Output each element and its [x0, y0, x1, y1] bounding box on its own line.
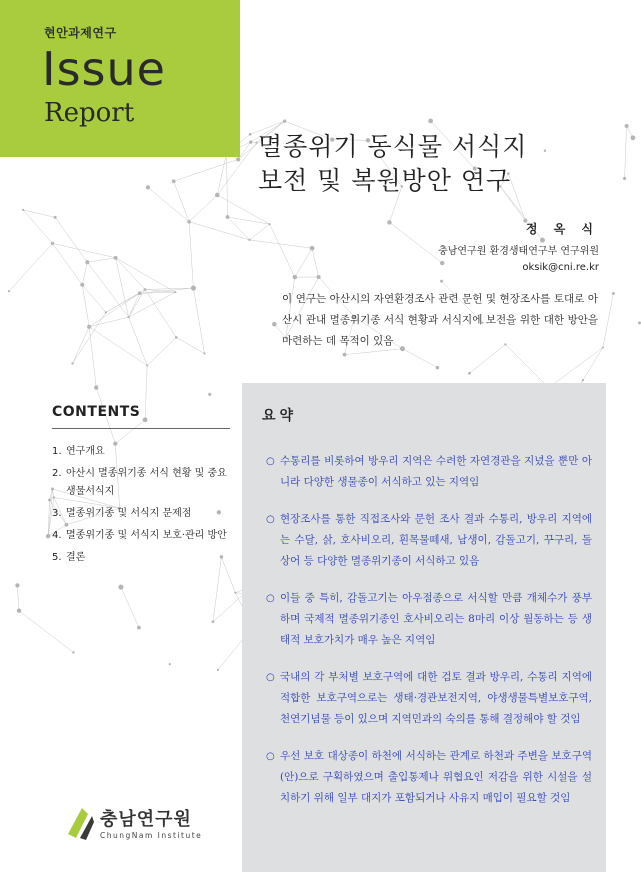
contents-item [52, 549, 237, 567]
network-node [215, 193, 220, 198]
series-label: 현안과제연구 [44, 26, 117, 40]
network-node [625, 124, 629, 128]
network-node [440, 280, 443, 283]
network-node [191, 285, 196, 290]
summary-heading: 요약 [262, 408, 298, 424]
network-node [48, 499, 51, 502]
network-node [72, 651, 74, 653]
network-line [193, 288, 204, 353]
network-node [138, 291, 142, 295]
network-node [428, 119, 433, 124]
network-node [226, 215, 230, 219]
chungnam-institute-logo [66, 804, 202, 844]
network-node [317, 275, 321, 279]
network-node [127, 316, 129, 318]
network-line [174, 159, 239, 181]
network-node [234, 592, 236, 594]
network-line [270, 224, 295, 277]
summary-item-text: 국내의 각 부처별 보호구역에 대한 검토 결과 방우리, 수통리 지역에 적합한 보호구역으로는 생태·경관보전지역, 야생생물특별보호구역, 천연기념물 등이 있으며 지역민과의 숙의를 통해 결정해야 할 것임 [280, 671, 592, 725]
network-node [144, 288, 147, 291]
summary-item [266, 746, 592, 809]
institute-emblem-icon [66, 804, 96, 844]
contents-list [52, 443, 237, 567]
network-node [436, 366, 439, 369]
network-node [172, 179, 176, 183]
contents-item-number: 2. [52, 468, 62, 479]
network-line [23, 210, 55, 217]
network-node [114, 256, 118, 260]
network-node [212, 620, 215, 623]
title-line-2: 보전 및 복원방안 연구 [258, 166, 512, 195]
network-line [82, 285, 106, 313]
summary-panel [242, 383, 606, 872]
network-node [602, 346, 604, 348]
network-line [82, 262, 87, 284]
network-line [147, 337, 176, 365]
network-node [387, 220, 391, 224]
network-line [89, 317, 128, 327]
network-node [631, 135, 636, 140]
network-node [269, 223, 271, 225]
issue-report-banner [0, 0, 240, 157]
network-line [129, 317, 148, 365]
network-node [236, 157, 240, 161]
network-line [116, 258, 176, 292]
network-node [94, 385, 98, 389]
contents-item [52, 505, 237, 523]
network-line [19, 611, 73, 653]
network-node [468, 372, 471, 375]
logo-english-name: ChungNam Institute [100, 830, 203, 840]
summary-item-text: 이들 중 특히, 감돌고기는 아우점종으로 서식할 만큼 개체수가 풍부하며 국제적 멸종위기종인 호사비오리는 8마리 이상 월동하는 등 생태적 보호가치가 매우 높은 지역임 [280, 592, 592, 646]
network-node [293, 275, 297, 279]
contents-item-number: 4. [52, 530, 62, 541]
network-node [87, 325, 91, 329]
summary-item-text: 현장조사를 통한 직접조사와 문헌 조사 결과 수통리, 방우리 지역에는 수달, 삵, 호사비오리, 흰목물떼새, 남생이, 감돌고기, 꾸구리, 돌상어 등 다양한 멸종위기종이 서식하고 있음 [280, 513, 592, 567]
network-line [82, 285, 89, 327]
contents-title: CONTENTS [52, 404, 141, 420]
network-node [46, 534, 51, 539]
network-node [283, 119, 286, 122]
author-email: oksik@cni.re.kr [522, 262, 599, 273]
logo-korean-name: 충남연구원 [100, 808, 192, 830]
network-node [175, 336, 178, 339]
network-line [17, 585, 19, 610]
network-line [250, 224, 270, 240]
network-line [73, 312, 106, 363]
network-node [54, 216, 57, 219]
network-node [612, 292, 615, 295]
network-node [118, 585, 123, 590]
circle-bullet-icon: ○ [266, 456, 275, 467]
network-line [603, 293, 614, 347]
network-node [169, 663, 171, 665]
network-node [248, 239, 250, 241]
network-node [146, 364, 148, 366]
network-line [145, 289, 175, 292]
network-node [22, 209, 24, 211]
contents-item [52, 443, 237, 461]
summary-item [266, 588, 592, 651]
network-line [176, 337, 204, 353]
circle-bullet-icon: ○ [266, 751, 275, 762]
network-node [85, 260, 89, 264]
contents-item-number: 1. [52, 446, 62, 457]
circle-bullet-icon: ○ [266, 514, 275, 525]
network-line [55, 217, 87, 262]
author-affiliation: 충남연구원 환경생태연구부 연구위원 [438, 246, 599, 257]
network-node [582, 379, 584, 381]
abstract-text: 이 연구는 아산시의 자연환경조사 관련 문헌 및 현장조사를 토대로 아산시 관내 멸종위기종 서식 현황과 서식지에 보전을 위한 대한 방안을 마련하는 데 목적이 있음 [282, 293, 598, 347]
network-line [583, 348, 603, 381]
network-node [187, 220, 191, 224]
network-line [52, 243, 115, 257]
summary-item [266, 667, 592, 730]
network-line [9, 243, 52, 291]
summary-item-text: 수통리를 비롯하여 방우리 지역은 수려한 자연경관을 지녔을 뿐만 아니라 다양한 생물종이 서식하고 있는 지역임 [280, 455, 592, 488]
title-line-1: 멸종위기 동식물 서식지 [258, 132, 528, 161]
network-line [549, 348, 603, 388]
contents-item-number: 5. [52, 552, 62, 563]
network-node [105, 311, 107, 313]
network-node [71, 362, 73, 364]
network-line [227, 153, 228, 217]
contents-item-text: 멸종위기종 및 서식지 문제점 [66, 508, 192, 519]
contents-panel [52, 404, 237, 571]
network-line [389, 222, 442, 263]
contents-item-text: 연구개요 [66, 446, 105, 457]
network-line [121, 587, 139, 627]
summary-item [266, 509, 592, 572]
circle-bullet-icon: ○ [266, 593, 275, 604]
network-line [295, 248, 312, 277]
contents-item [52, 527, 237, 545]
contents-item [52, 465, 237, 501]
network-node [15, 583, 19, 587]
network-node [343, 353, 347, 357]
network-node [208, 393, 211, 396]
network-line [189, 195, 217, 222]
contents-item-text: 아산시 멸종위기종 서식 현황 및 중요 생물서식지 [66, 468, 227, 497]
report-title [258, 130, 628, 198]
issue-wordmark: Issue [42, 42, 166, 96]
network-node [249, 140, 252, 143]
network-node [146, 185, 150, 189]
network-line [250, 240, 313, 248]
contents-item-text: 멸종위기종 및 서식지 보호·관리 방안 [66, 530, 227, 541]
network-line [23, 210, 52, 244]
summary-item-text: 우선 보호 대상종이 하천에 서식하는 관계로 하천과 주변을 보호구역(안)으로 구획하였으며 출입통제나 위협요인 저감을 위한 시설을 설치하기 위해 일부 대지가 포함되거나 사유지 매입이 필요할 것임 [280, 750, 592, 804]
network-node [310, 246, 315, 251]
network-line [312, 248, 319, 277]
network-node [249, 133, 252, 136]
contents-item-text: 결론 [66, 552, 86, 563]
network-line [189, 222, 193, 288]
network-line [148, 187, 189, 221]
network-node [272, 322, 277, 327]
network-line [116, 258, 145, 290]
report-wordmark: Report [44, 98, 135, 128]
contents-item-number: 3. [52, 508, 62, 519]
network-line [87, 258, 115, 262]
network-line [89, 327, 147, 366]
network-line [145, 289, 176, 337]
author-name: 정 옥 식 [525, 222, 599, 236]
author-info [438, 220, 599, 273]
circle-bullet-icon: ○ [266, 672, 275, 683]
network-node [203, 352, 205, 354]
network-line [174, 181, 189, 222]
network-line [52, 243, 82, 284]
network-node [217, 669, 219, 671]
network-node [137, 626, 141, 630]
summary-list [266, 451, 592, 825]
network-node [8, 290, 10, 292]
network-node [51, 242, 54, 245]
summary-item [266, 451, 592, 493]
contents-divider [52, 428, 230, 429]
network-node [80, 283, 84, 287]
network-node [174, 291, 176, 293]
network-line [73, 327, 90, 364]
network-node [17, 609, 21, 613]
